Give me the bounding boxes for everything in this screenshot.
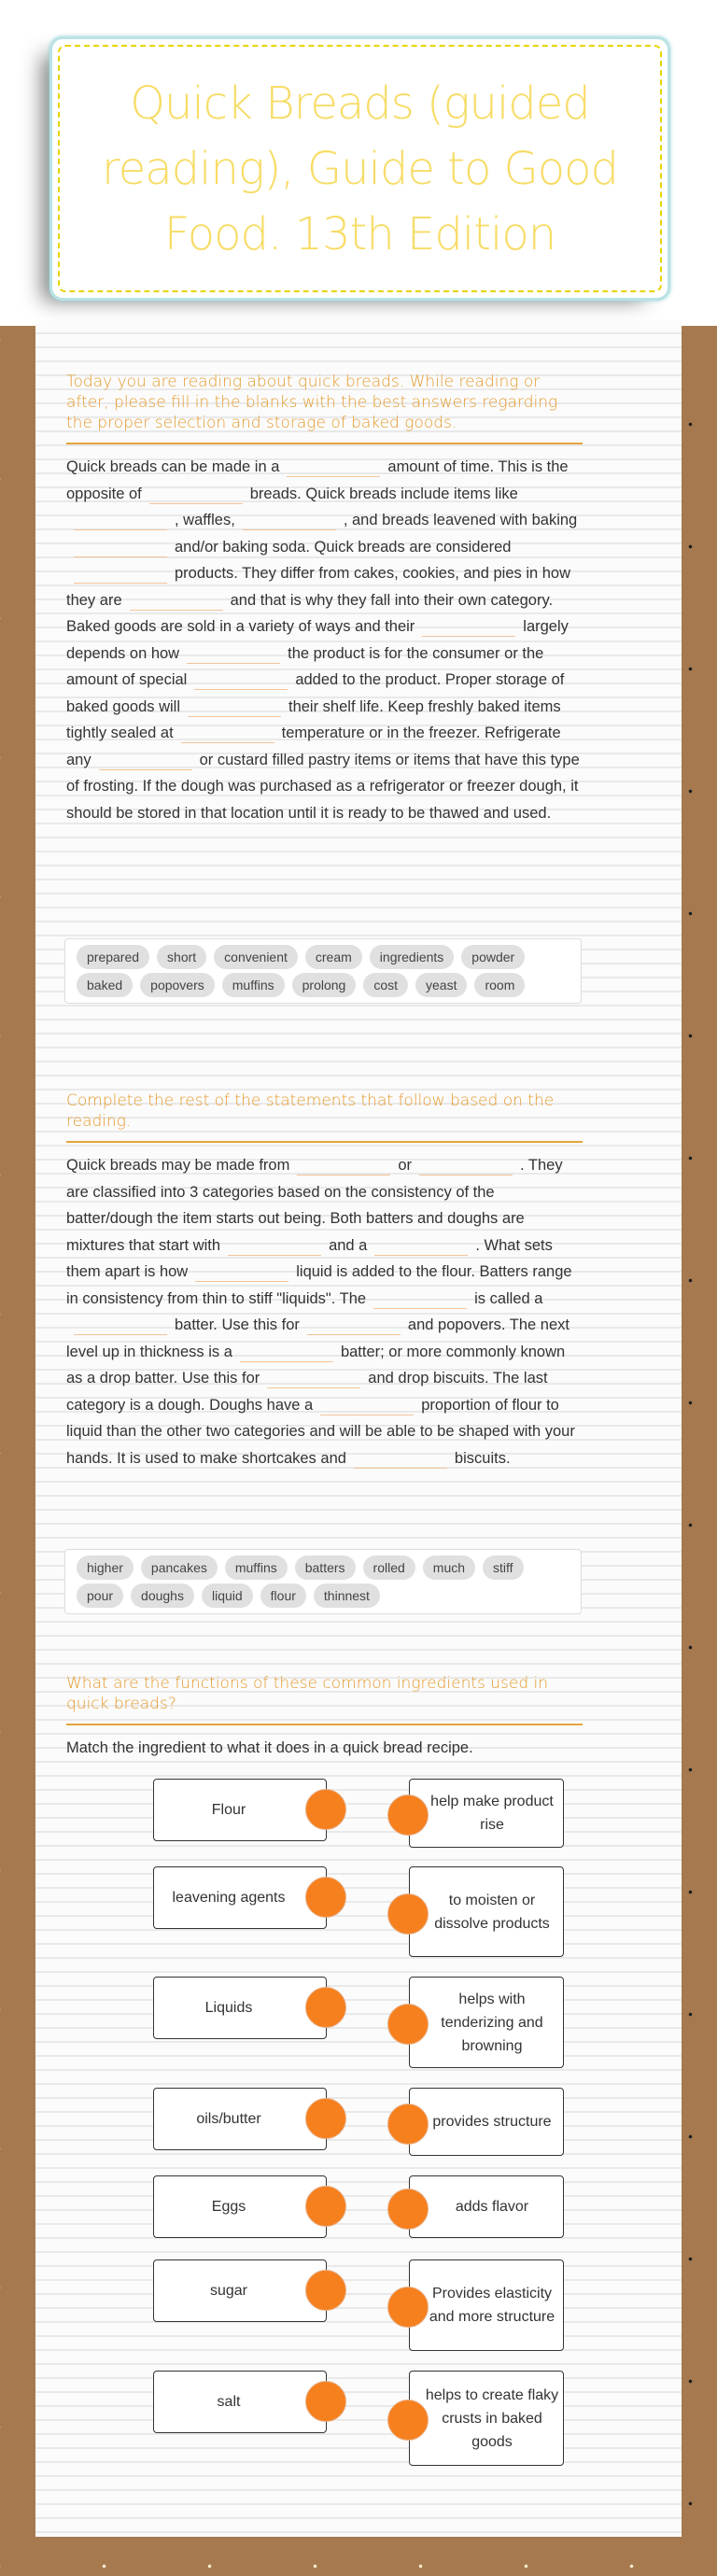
word-chip[interactable]: powder [461, 945, 525, 969]
blank-drop-zone[interactable] [422, 620, 515, 637]
blank-drop-zone[interactable] [419, 1159, 513, 1175]
paragraph-text: Quick breads may be made from [66, 1157, 290, 1174]
function-card[interactable]: helps to create flaky crusts in baked goods [409, 2371, 564, 2466]
blank-drop-zone[interactable] [287, 460, 380, 477]
blank-drop-zone[interactable] [354, 1452, 447, 1469]
paragraph-text: amount of time. This is the opposite of [66, 458, 569, 502]
title-card [49, 36, 670, 301]
word-chip[interactable]: rolled [363, 1555, 415, 1580]
word-chip[interactable]: room [474, 973, 525, 997]
paragraph-text: proportion of flour to liquid than the other two categories and will be able to be shaped with your hands. It is used to make shortcakes and [66, 1396, 575, 1467]
paragraph-text: is called a [474, 1289, 543, 1307]
ingredient-card[interactable]: oils/butter [153, 2088, 327, 2150]
paragraph-text: and/or baking soda. Quick breads are considered [175, 538, 512, 556]
blank-drop-zone[interactable] [243, 514, 336, 530]
section-statements [66, 1091, 583, 1471]
word-chip[interactable]: short [157, 945, 206, 969]
paragraph-text: . They are classified into 3 categories based on the consistency of the batter/dough the item starts out being. Both batters and doughs are mixtures that start with [66, 1157, 563, 1254]
word-chip[interactable]: pour [77, 1584, 123, 1608]
connector-dot[interactable] [305, 2270, 346, 2311]
blank-drop-zone[interactable] [373, 1292, 467, 1309]
section-heading: Today you are reading about quick breads. While reading or after, please fill in the blanks with the best answers regarding the proper selection and storage of baked goods. [66, 372, 583, 444]
ingredient-card[interactable]: leavening agents [153, 1866, 327, 1929]
paragraph-text: largely depends on how [66, 618, 569, 662]
function-card[interactable]: helps with tenderizing and browning [409, 1977, 564, 2068]
paragraph-text: batter; or more commonly known as a drop batter. Use this for [66, 1343, 566, 1387]
blank-drop-zone[interactable] [307, 1318, 401, 1335]
connector-dot[interactable] [387, 2004, 429, 2045]
match-instruction: Match the ingredient to what it does in a quick bread recipe. [66, 1739, 473, 1756]
section-heading: What are the functions of these common ingredients used in quick breads? [66, 1673, 583, 1725]
word-bank [64, 1549, 582, 1614]
connector-dot[interactable] [387, 2104, 429, 2145]
paragraph-text: the product is for the consumer or the amount of special [66, 644, 544, 688]
blank-drop-zone[interactable] [74, 1318, 167, 1335]
function-card[interactable]: adds flavor [409, 2175, 564, 2238]
ingredient-card[interactable]: Liquids [153, 1977, 327, 2039]
blank-drop-zone[interactable] [320, 1399, 414, 1415]
paragraph-text: or custard filled pastry items or items that have this type of frosting. If the dough was purchased as a refrigerator or freezer dough, it should be stored in that location until it is ready to be thawed and used. [66, 751, 580, 822]
blank-drop-zone[interactable] [181, 726, 274, 743]
paragraph-text: batter. Use this for [175, 1316, 300, 1333]
function-card[interactable]: to moisten or dissolve products [409, 1866, 564, 1957]
page-title: Quick Breads (guided reading), Guide to Good Food. 13th Edition [102, 77, 618, 260]
blank-drop-zone[interactable] [297, 1159, 390, 1175]
word-bank [64, 938, 582, 1004]
word-chip[interactable]: thinnest [314, 1584, 380, 1608]
blank-drop-zone[interactable] [74, 514, 167, 530]
word-chip[interactable]: yeast [415, 973, 467, 997]
blank-drop-zone[interactable] [74, 541, 167, 557]
ingredient-card[interactable]: Flour [153, 1779, 327, 1841]
blank-drop-zone[interactable] [74, 567, 167, 584]
word-chip[interactable]: cream [305, 945, 362, 969]
paragraph-text: Quick breads can be made in a [66, 458, 280, 475]
paragraph-text: added to the product. Proper storage of baked goods will [66, 671, 565, 715]
blank-drop-zone[interactable] [149, 487, 243, 504]
word-chip[interactable]: muffins [225, 1555, 288, 1580]
word-chip[interactable]: convenient [214, 945, 298, 969]
ingredient-card[interactable]: sugar [153, 2259, 327, 2322]
connector-dot[interactable] [305, 2098, 346, 2139]
word-chip[interactable]: stiff [483, 1555, 524, 1580]
ingredient-card[interactable]: salt [153, 2371, 327, 2433]
paragraph-text: liquid is added to the flour. Batters range in consistency from thin to stiff "liquids". The [66, 1263, 572, 1307]
section-matching [66, 1673, 583, 1762]
paragraph-text: and drop biscuits. The last category is a dough. Doughs have a [66, 1370, 548, 1414]
blank-drop-zone[interactable] [267, 1372, 360, 1388]
paragraph-text: . What sets them apart is how [66, 1236, 553, 1280]
word-chip[interactable]: higher [77, 1555, 134, 1580]
blank-drop-zone[interactable] [188, 700, 281, 717]
connector-dot[interactable] [387, 2287, 429, 2328]
function-card[interactable]: provides structure [409, 2088, 564, 2156]
word-chip[interactable]: muffins [222, 973, 285, 997]
fill-in-paragraph [66, 1152, 583, 1471]
connector-dot[interactable] [305, 2381, 346, 2422]
word-chip[interactable]: prolong [292, 973, 357, 997]
word-chip[interactable]: prepared [77, 945, 149, 969]
word-chip[interactable]: much [423, 1555, 475, 1580]
paragraph-text: , waffles, [175, 512, 235, 528]
word-chip[interactable]: flour [260, 1584, 306, 1608]
function-card[interactable]: Provides elasticity and more structure [409, 2259, 564, 2351]
paragraph-text: biscuits. [454, 1449, 511, 1467]
section-reading [66, 372, 583, 826]
blank-drop-zone[interactable] [130, 594, 223, 611]
blank-drop-zone[interactable] [240, 1345, 333, 1362]
paragraph-text: or [398, 1157, 413, 1174]
word-chip[interactable]: cost [363, 973, 408, 997]
paragraph-text: and a [329, 1236, 368, 1254]
word-chip[interactable]: doughs [131, 1584, 194, 1608]
connector-dot[interactable] [305, 2186, 346, 2227]
paragraph-text: their shelf life. Keep freshly baked items tightly sealed at [66, 697, 561, 741]
paragraph-text: , and breads leavened with baking [343, 512, 578, 528]
section-heading: Complete the rest of the statements that follow based on the reading. [66, 1091, 583, 1143]
fill-in-paragraph [66, 454, 583, 826]
blank-drop-zone[interactable] [195, 1265, 288, 1282]
paragraph-text: products. They differ from cakes, cookies, and pies in how they are [66, 565, 571, 609]
connector-dot[interactable] [387, 1795, 429, 1836]
blank-drop-zone[interactable] [228, 1239, 321, 1256]
connector-dot[interactable] [305, 1789, 346, 1830]
paragraph-text: temperature or in the freezer. Refrigerate any [66, 725, 561, 768]
word-chip[interactable]: pancakes [141, 1555, 218, 1580]
connector-dot[interactable] [387, 2400, 429, 2441]
word-chip[interactable]: baked [77, 973, 133, 997]
connector-dot[interactable] [305, 1877, 346, 1918]
paragraph-text: and that is why they fall into their own category. Baked goods are sold in a variety of ways and their [66, 591, 554, 635]
word-chip[interactable]: liquid [202, 1584, 253, 1608]
word-chip[interactable]: ingredients [370, 945, 455, 969]
paragraph-text: and popovers. The next level up in thickness is a [66, 1316, 569, 1360]
ingredient-card[interactable]: Eggs [153, 2175, 327, 2238]
paragraph-text: breads. Quick breads include items like [249, 485, 518, 502]
blank-drop-zone[interactable] [99, 753, 192, 770]
blank-drop-zone[interactable] [374, 1239, 468, 1256]
connector-dot[interactable] [387, 1893, 429, 1935]
connector-dot[interactable] [387, 2189, 429, 2230]
blank-drop-zone[interactable] [187, 647, 280, 664]
connector-dot[interactable] [305, 1987, 346, 2028]
blank-drop-zone[interactable] [194, 673, 288, 690]
word-chip[interactable]: batters [295, 1555, 356, 1580]
title-card-border [58, 45, 662, 292]
function-card[interactable]: help make product rise [409, 1779, 564, 1848]
word-chip[interactable]: popovers [140, 973, 215, 997]
